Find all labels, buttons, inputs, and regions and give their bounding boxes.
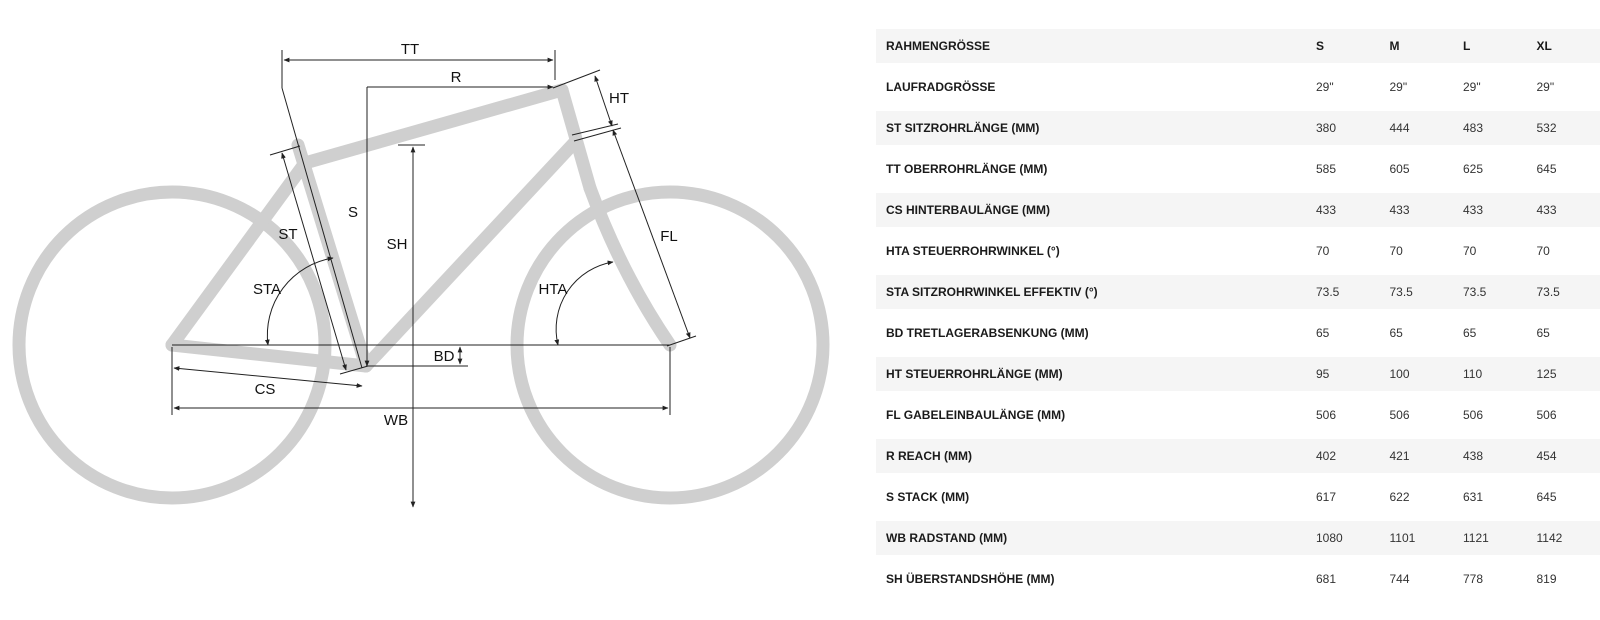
row-label: TT OBERROHRLÄNGE (MM)	[876, 152, 1306, 186]
label-st: ST	[278, 226, 298, 243]
geometry-table-body	[876, 29, 1600, 596]
cell-value: 1121	[1453, 521, 1527, 555]
label-sta: STA	[252, 281, 282, 298]
cell-value: 506	[1380, 398, 1454, 432]
row-label: HT STEUERROHRLÄNGE (MM)	[876, 357, 1306, 391]
label-r: R	[450, 69, 462, 86]
row-label: S STACK (MM)	[876, 480, 1306, 514]
cell-value: 744	[1380, 562, 1454, 596]
cell-value: 70	[1306, 234, 1380, 268]
cell-value: 625	[1453, 152, 1527, 186]
row-label: STA SITZROHRWINKEL EFFEKTIV (°)	[876, 275, 1306, 309]
cell-value: 29"	[1380, 70, 1454, 104]
header-label: RAHMENGRÖSSE	[876, 29, 1306, 63]
cell-value: 73.5	[1306, 275, 1380, 309]
table-row	[876, 398, 1600, 432]
label-s: S	[347, 204, 359, 221]
label-tt: TT	[400, 41, 420, 58]
cell-value: 605	[1380, 152, 1454, 186]
table-row	[876, 193, 1600, 227]
cell-value: 1142	[1527, 521, 1600, 555]
cell-value: 380	[1306, 111, 1380, 145]
dimension-lines	[172, 50, 696, 507]
row-label: LAUFRADGRÖSSE	[876, 70, 1306, 104]
cell-value: 645	[1527, 480, 1600, 514]
cell-value: 433	[1306, 193, 1380, 227]
header-size-l: L	[1453, 29, 1527, 63]
cell-value: 433	[1453, 193, 1527, 227]
row-label: BD TRETLAGERABSENKUNG (MM)	[876, 316, 1306, 350]
cell-value: 65	[1453, 316, 1527, 350]
header-size-m: M	[1380, 29, 1454, 63]
cell-value: 778	[1453, 562, 1527, 596]
cell-value: 125	[1527, 357, 1600, 391]
label-cs: CS	[254, 381, 276, 398]
cell-value: 506	[1453, 398, 1527, 432]
row-label: SH ÜBERSTANDSHÖHE (MM)	[876, 562, 1306, 596]
cell-value: 532	[1527, 111, 1600, 145]
row-label: ST SITZROHRLÄNGE (MM)	[876, 111, 1306, 145]
cell-value: 681	[1306, 562, 1380, 596]
table-row	[876, 152, 1600, 186]
table-row	[876, 439, 1600, 473]
bike-frame	[172, 90, 670, 366]
table-row	[876, 111, 1600, 145]
table-row	[876, 521, 1600, 555]
cell-value: 29"	[1306, 70, 1380, 104]
cell-value: 819	[1527, 562, 1600, 596]
cell-value: 617	[1306, 480, 1380, 514]
row-label: R REACH (MM)	[876, 439, 1306, 473]
cell-value: 29"	[1527, 70, 1600, 104]
table-row	[876, 234, 1600, 268]
table-row	[876, 275, 1600, 309]
cell-value: 622	[1380, 480, 1454, 514]
cell-value: 506	[1527, 398, 1600, 432]
cell-value: 73.5	[1527, 275, 1600, 309]
cell-value: 73.5	[1380, 275, 1454, 309]
label-wb: WB	[383, 412, 409, 429]
cell-value: 70	[1453, 234, 1527, 268]
cell-value: 65	[1306, 316, 1380, 350]
cell-value: 70	[1527, 234, 1600, 268]
cell-value: 438	[1453, 439, 1527, 473]
cell-value: 100	[1380, 357, 1454, 391]
header-size-s: S	[1306, 29, 1380, 63]
label-sh: SH	[386, 236, 408, 253]
cell-value: 483	[1453, 111, 1527, 145]
cell-value: 585	[1306, 152, 1380, 186]
cell-value: 110	[1453, 357, 1527, 391]
table-header-row	[876, 29, 1600, 63]
cell-value: 65	[1527, 316, 1600, 350]
cell-value: 454	[1527, 439, 1600, 473]
cell-value: 506	[1306, 398, 1380, 432]
cell-value: 1080	[1306, 521, 1380, 555]
table-row	[876, 70, 1600, 104]
cell-value: 402	[1306, 439, 1380, 473]
geometry-table	[876, 22, 1600, 603]
header-size-xl: XL	[1527, 29, 1600, 63]
cell-value: 645	[1527, 152, 1600, 186]
label-fl: FL	[660, 228, 678, 245]
table-row	[876, 357, 1600, 391]
cell-value: 1101	[1380, 521, 1454, 555]
row-label: CS HINTERBAULÄNGE (MM)	[876, 193, 1306, 227]
cell-value: 433	[1527, 193, 1600, 227]
label-ht: HT	[609, 90, 629, 107]
label-hta: HTA	[538, 281, 568, 298]
row-label: HTA STEUERROHRWINKEL (°)	[876, 234, 1306, 268]
cell-value: 433	[1380, 193, 1454, 227]
row-label: FL GABELEINBAULÄNGE (MM)	[876, 398, 1306, 432]
cell-value: 95	[1306, 357, 1380, 391]
cell-value: 421	[1380, 439, 1454, 473]
cell-value: 444	[1380, 111, 1454, 145]
label-bd: BD	[433, 348, 455, 365]
cell-value: 65	[1380, 316, 1454, 350]
cell-value: 29"	[1453, 70, 1527, 104]
cell-value: 70	[1380, 234, 1454, 268]
cell-value: 73.5	[1453, 275, 1527, 309]
table-row	[876, 562, 1600, 596]
row-label: WB RADSTAND (MM)	[876, 521, 1306, 555]
table-row	[876, 316, 1600, 350]
table-row	[876, 480, 1600, 514]
cell-value: 631	[1453, 480, 1527, 514]
